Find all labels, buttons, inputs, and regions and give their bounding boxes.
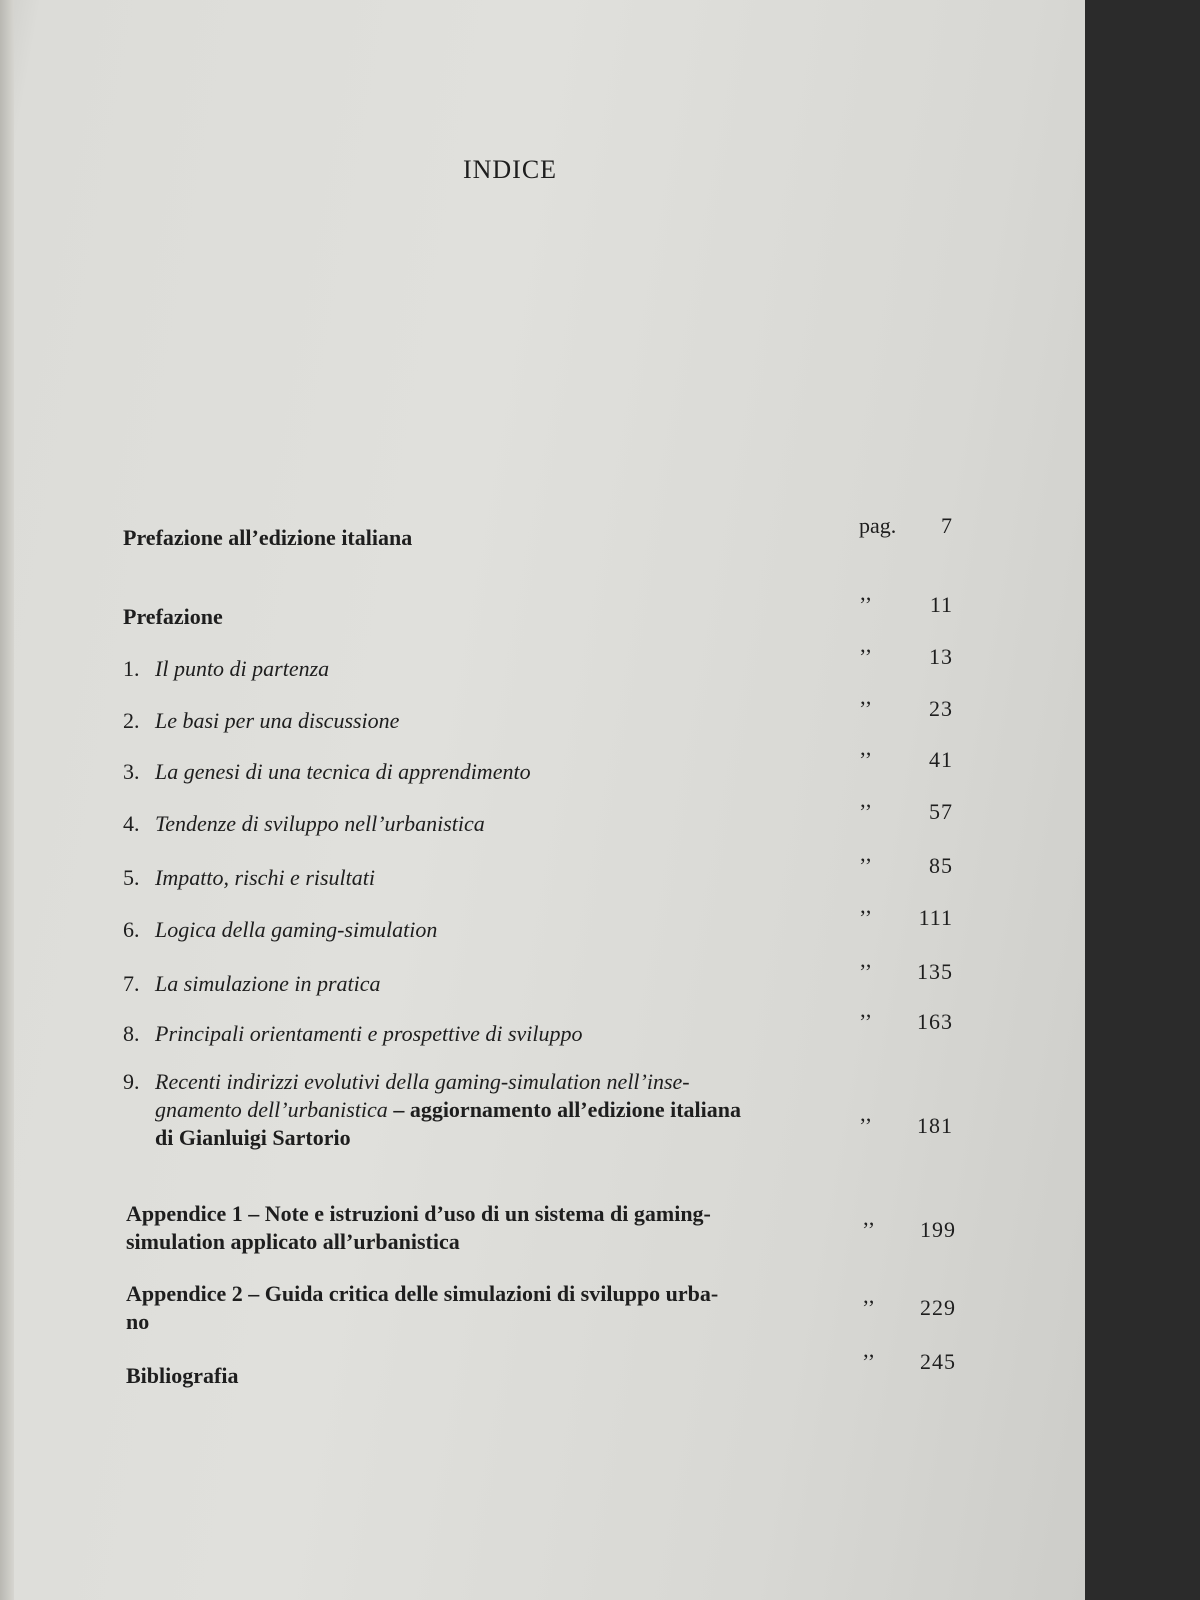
toc-entry xyxy=(126,1349,956,1390)
page-marker: ’’ xyxy=(859,1009,873,1034)
toc-entry xyxy=(123,799,953,838)
page-marker: ’’ xyxy=(859,1113,873,1138)
page-marker: ’’ xyxy=(859,696,873,721)
chapter-number: 1. xyxy=(123,656,140,681)
page-ref xyxy=(859,591,953,619)
page-marker: ’’ xyxy=(859,747,873,772)
page-marker: pag. xyxy=(859,513,897,538)
entry-title: La simulazione in pratica xyxy=(155,971,381,996)
page-marker: ’’ xyxy=(862,1217,876,1242)
toc-entry xyxy=(123,696,953,735)
page-marker: ’’ xyxy=(859,592,873,617)
page-ref xyxy=(862,1294,956,1322)
entry-title-line1: Appendice 1 – Note e istruzioni d’uso di un sistema di gaming- xyxy=(126,1201,711,1226)
entry-title: Prefazione all’edizione italiana xyxy=(123,525,413,550)
page-title: INDICE xyxy=(462,155,558,184)
page-ref xyxy=(859,904,953,932)
toc-entry xyxy=(123,905,953,944)
chapter-number: 4. xyxy=(123,811,140,836)
chapter-number: 7. xyxy=(123,971,140,996)
entry-title: Prefazione xyxy=(123,604,223,629)
page-ref xyxy=(859,695,953,723)
toc-entry xyxy=(126,1200,956,1256)
page-ref xyxy=(859,643,953,671)
chapter-number: 6. xyxy=(123,917,140,942)
page-number: 11 xyxy=(929,592,953,617)
chapter-number: 8. xyxy=(123,1021,140,1046)
page-number: 7 xyxy=(941,513,953,538)
page-number: 57 xyxy=(929,799,953,824)
page-ref xyxy=(859,798,953,826)
page-number: 41 xyxy=(929,747,953,772)
page-ref xyxy=(862,1348,956,1376)
toc-entry xyxy=(123,592,953,631)
page-marker: ’’ xyxy=(859,799,873,824)
page-marker: ’’ xyxy=(859,905,873,930)
toc-entry xyxy=(123,1068,953,1152)
entry-title: La genesi di una tecnica di apprendimento xyxy=(155,759,531,784)
page-marker: ’’ xyxy=(862,1349,876,1374)
entry-title-line2: no xyxy=(126,1309,150,1334)
page-ref xyxy=(859,852,953,880)
entry-title: Bibliografia xyxy=(126,1363,239,1388)
page-number: 229 xyxy=(920,1295,956,1320)
toc-entry xyxy=(123,644,953,683)
entry-title: Le basi per una discussione xyxy=(155,708,400,733)
page-gutter xyxy=(0,0,14,1600)
entry-title-line2-note: – aggiornamento all’edizione italiana xyxy=(387,1097,742,1122)
page-number: 245 xyxy=(920,1349,956,1374)
page-ref xyxy=(862,1216,956,1244)
chapter-number: 9. xyxy=(123,1069,140,1094)
page-marker: ’’ xyxy=(859,959,873,984)
page-number: 111 xyxy=(918,905,953,930)
page-marker: ’’ xyxy=(859,853,873,878)
entry-title-line1: Appendice 2 – Guida critica delle simulazioni di sviluppo urba- xyxy=(126,1281,719,1306)
page-ref xyxy=(859,1008,953,1036)
page-number: 181 xyxy=(917,1113,953,1138)
toc-entry xyxy=(123,853,953,892)
toc-entry xyxy=(123,513,953,552)
toc-entry xyxy=(123,1009,953,1048)
page-ref xyxy=(859,1112,953,1140)
page-number: 13 xyxy=(929,644,953,669)
entry-title: Tendenze di sviluppo nell’urbanistica xyxy=(155,811,485,836)
toc-entry xyxy=(126,1280,956,1336)
chapter-number: 3. xyxy=(123,759,140,784)
entry-title-line2: simulation applicato all’urbanistica xyxy=(126,1229,460,1254)
chapter-number: 2. xyxy=(123,708,140,733)
entry-title-line2: gnamento dell’urbanistica xyxy=(155,1097,388,1122)
page-ref xyxy=(859,512,953,540)
page-marker: ’’ xyxy=(859,644,873,669)
page-number: 199 xyxy=(920,1217,956,1242)
page-marker: ’’ xyxy=(862,1295,876,1320)
page-number: 23 xyxy=(929,696,953,721)
toc-entry xyxy=(123,747,953,786)
entry-title: Principali orientamenti e prospettive di sviluppo xyxy=(155,1021,583,1046)
page-number: 163 xyxy=(917,1009,953,1034)
page-number: 85 xyxy=(929,853,953,878)
toc-entry xyxy=(123,959,953,998)
page-number: 135 xyxy=(917,959,953,984)
entry-title-line1: Recenti indirizzi evolutivi della gaming-simulation nell’inse- xyxy=(155,1069,690,1094)
entry-title: Impatto, rischi e risultati xyxy=(155,865,375,890)
entry-title: Logica della gaming-simulation xyxy=(155,917,438,942)
entry-title: Il punto di partenza xyxy=(155,656,330,681)
page-ref xyxy=(859,746,953,774)
entry-title-line3: di Gianluigi Sartorio xyxy=(155,1125,351,1150)
chapter-number: 5. xyxy=(123,865,140,890)
page-ref xyxy=(859,958,953,986)
